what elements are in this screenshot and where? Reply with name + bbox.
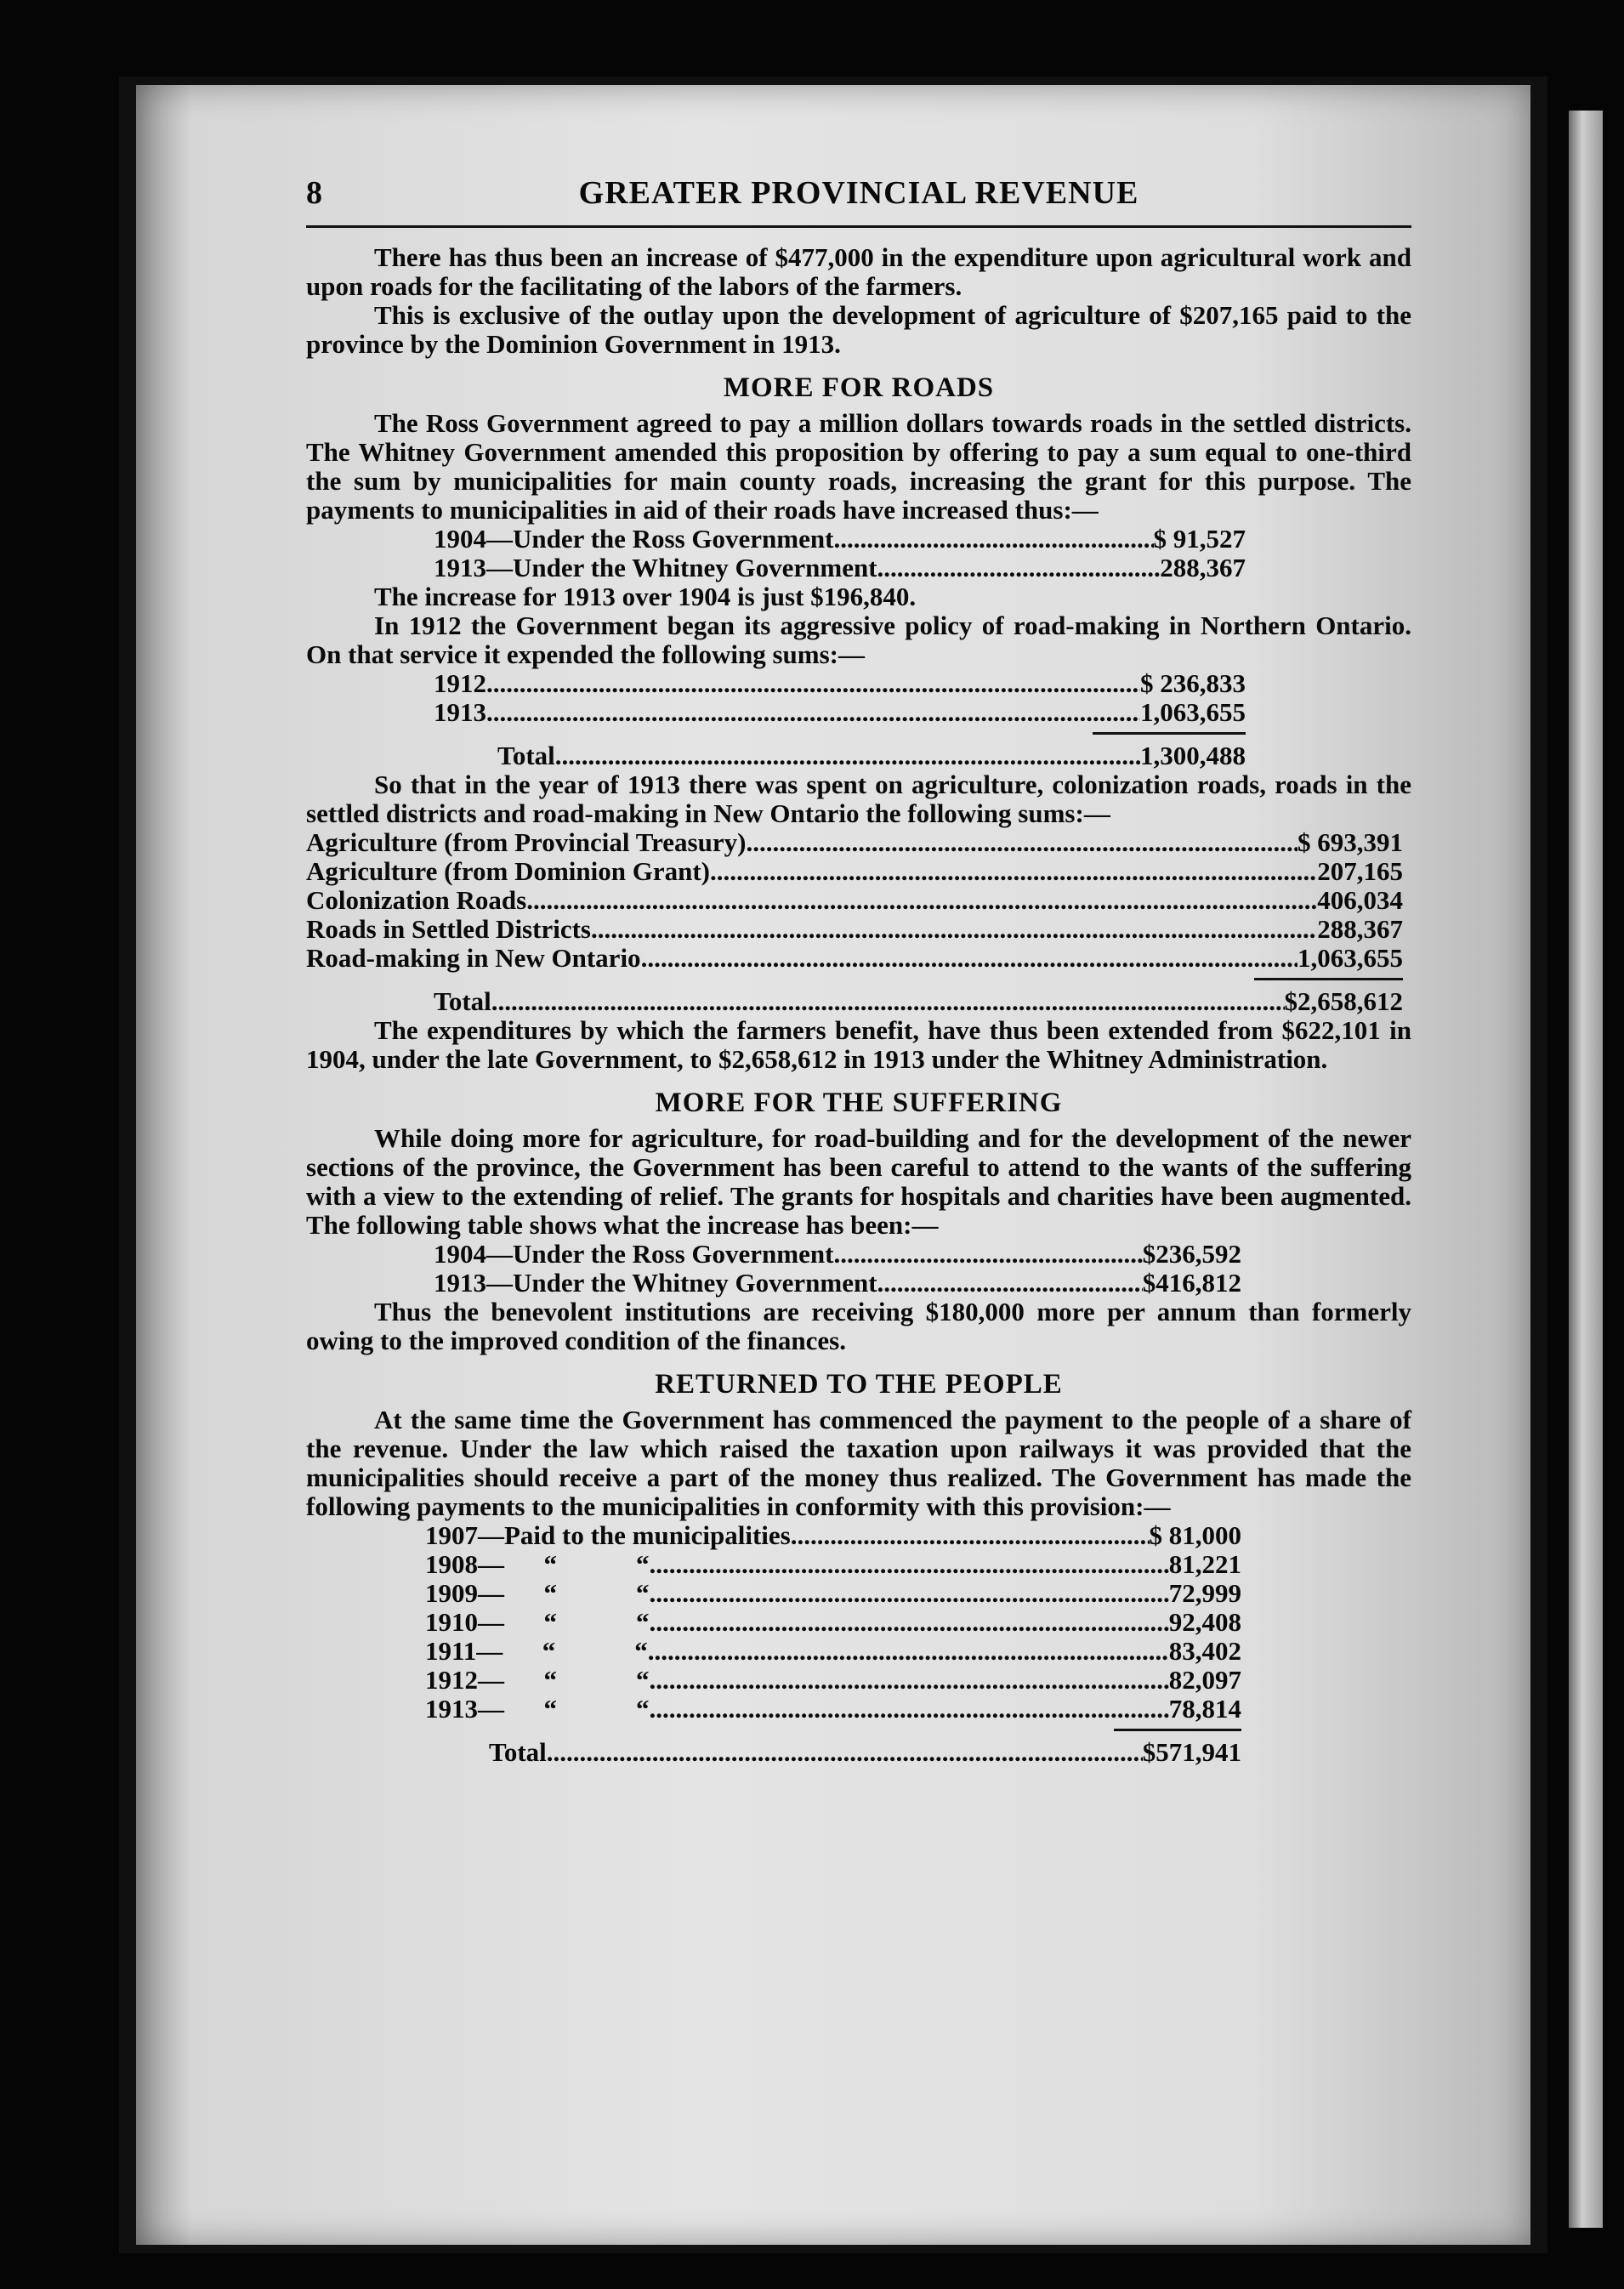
- table-row: [434, 525, 1246, 554]
- total-label: Total: [497, 741, 555, 770]
- suffering-table: [434, 1240, 1241, 1298]
- row-label: 1911— “ “: [425, 1637, 648, 1666]
- row-label: Agriculture (from Provincial Treasury): [306, 828, 747, 857]
- leader-dots: [650, 1608, 1169, 1637]
- sum-rule: [1093, 732, 1246, 735]
- row-label: 1910— “ “: [425, 1608, 650, 1637]
- leader-dots: [746, 828, 1297, 857]
- row-amount: 288,367: [1317, 915, 1403, 944]
- roads-paragraph-3: So that in the year of 1913 there was spent on agriculture, colonization roads, roads in the settled districts and road-making in New Ontario the following sums:—: [306, 770, 1411, 828]
- row-label: Colonization Roads: [306, 886, 527, 915]
- roads-paragraph-2: In 1912 the Government began its aggressive policy of road-making in Northern Ontario. On that service it expended the following sums:—: [306, 611, 1411, 669]
- row-label: 1913—Under the Whitney Government: [434, 554, 877, 582]
- table-row: [425, 1666, 1241, 1695]
- table-total-row: [434, 741, 1246, 770]
- leader-dots: [833, 1240, 1142, 1269]
- roads-paragraph-4: The expenditures by which the farmers benefit, have thus been extended from $622,101 in 1904, under the late Government, to $2,658,612 in 1913 under the Whitney Administration.: [306, 1015, 1411, 1074]
- section-heading-returned: RETURNED TO THE PEOPLE: [655, 1369, 1063, 1400]
- row-label: Roads in Settled Districts: [306, 915, 591, 944]
- leader-dots: [526, 886, 1317, 915]
- leader-dots: [833, 525, 1153, 554]
- table-total-row: [425, 1738, 1241, 1767]
- row-amount: 207,165: [1317, 857, 1403, 886]
- leader-dots: [547, 1738, 1143, 1767]
- table-row: [306, 886, 1403, 915]
- total-amount: $571,941: [1142, 1738, 1241, 1767]
- table-row: [434, 1240, 1241, 1269]
- leader-dots: [650, 1666, 1169, 1695]
- row-label: 1909— “ “: [425, 1579, 650, 1608]
- row-amount: $ 81,000: [1149, 1521, 1241, 1550]
- roads-table-1: [434, 525, 1246, 582]
- leader-dots: [650, 1550, 1169, 1579]
- table-row: [306, 828, 1403, 857]
- table-row: [306, 944, 1403, 973]
- table-row: [306, 915, 1403, 944]
- intro-paragraph-1: There has thus been an increase of $477,000 in the expenditure upon agricultural work and upon roads for the facilitating of the labors of the farmers.: [306, 242, 1411, 301]
- section-heading-roads: MORE FOR ROADS: [723, 372, 995, 403]
- leader-dots: [877, 554, 1161, 582]
- row-amount: 406,034: [1317, 886, 1403, 915]
- row-amount: $ 693,391: [1297, 828, 1403, 857]
- leader-dots: [650, 1579, 1169, 1608]
- row-amount: $236,592: [1142, 1240, 1241, 1269]
- leader-dots: [555, 741, 1140, 770]
- row-label: 1913— “ “: [425, 1695, 650, 1724]
- row-label: 1912: [434, 669, 486, 698]
- row-label: 1912— “ “: [425, 1666, 650, 1695]
- leader-dots: [650, 1695, 1169, 1724]
- row-label: 1907—Paid to the municipalities: [425, 1521, 791, 1550]
- table-row: [425, 1695, 1241, 1724]
- leader-dots: [791, 1521, 1150, 1550]
- page-content: [306, 174, 1411, 1767]
- row-amount: 81,221: [1168, 1550, 1241, 1579]
- table-row: [425, 1608, 1241, 1637]
- row-label: Road-making in New Ontario: [306, 944, 641, 973]
- row-label: 1913: [434, 698, 486, 727]
- table-row: [434, 1269, 1241, 1298]
- row-amount: 72,999: [1168, 1579, 1241, 1608]
- row-label: Agriculture (from Dominion Grant): [306, 857, 710, 886]
- next-page-edge: [1569, 111, 1603, 2228]
- row-amount: $416,812: [1142, 1269, 1241, 1298]
- returned-table: [425, 1521, 1241, 1767]
- row-amount: 288,367: [1160, 554, 1246, 582]
- row-amount: $ 91,527: [1153, 525, 1246, 554]
- row-label: 1908— “ “: [425, 1550, 650, 1579]
- intro-paragraph-2: This is exclusive of the outlay upon the development of agriculture of $207,165 paid to the province by the Dominion Government in 1913.: [306, 300, 1411, 359]
- table-row: [434, 698, 1246, 727]
- leader-dots: [486, 669, 1140, 698]
- table-row: [425, 1637, 1241, 1666]
- table-row: [434, 554, 1246, 582]
- leader-dots: [877, 1269, 1143, 1298]
- leader-dots: [648, 1637, 1169, 1666]
- section-heading-suffering: MORE FOR THE SUFFERING: [655, 1088, 1063, 1118]
- returned-paragraph-1: At the same time the Government has commenced the payment to the people of a share of the revenue. Under the law which raised the taxation upon railways it was provided that the municipalities should receive a part of the money thus realized. The Government has made the following payments to the municipalities in conformity with this provision:—: [306, 1405, 1411, 1521]
- roads-table-2: [434, 669, 1246, 770]
- increase-line: The increase for 1913 over 1904 is just $196,840.: [374, 582, 917, 611]
- suffering-paragraph-1: While doing more for agriculture, for road-building and for the development of the newer sections of the province, the Government has been careful to attend to the wants of the suffering with a view to the extending of relief. The grants for hospitals and charities have been augmented. The following table shows what the increase has been:—: [306, 1123, 1411, 1240]
- total-label: Total: [434, 987, 491, 1016]
- table-row: [434, 669, 1246, 698]
- roads-table-3: [306, 828, 1403, 1016]
- row-amount: $ 236,833: [1140, 669, 1246, 698]
- table-row: [425, 1550, 1241, 1579]
- row-label: 1904—Under the Ross Government: [434, 525, 834, 554]
- leader-dots: [641, 944, 1297, 973]
- table-row: [425, 1521, 1241, 1550]
- leader-dots: [710, 857, 1317, 886]
- total-label: Total: [489, 1738, 547, 1767]
- row-amount: 1,063,655: [1140, 698, 1246, 727]
- page-header: [306, 174, 1411, 228]
- table-row: [425, 1579, 1241, 1608]
- row-amount: 78,814: [1168, 1695, 1241, 1724]
- leader-dots: [491, 987, 1285, 1016]
- total-amount: 1,300,488: [1140, 741, 1246, 770]
- suffering-paragraph-2: Thus the benevolent institutions are receiving $180,000 more per annum than formerly owing to the improved condition of the finances.: [306, 1297, 1411, 1355]
- sum-rule: [1254, 978, 1403, 980]
- row-amount: 83,402: [1168, 1637, 1241, 1666]
- sum-rule: [1114, 1729, 1241, 1731]
- total-amount: $2,658,612: [1284, 987, 1403, 1016]
- table-row: [306, 857, 1403, 886]
- running-title: GREATER PROVINCIAL REVENUE: [578, 175, 1139, 211]
- page-number: 8: [306, 175, 322, 211]
- row-amount: 82,097: [1168, 1666, 1241, 1695]
- leader-dots: [486, 698, 1140, 727]
- leader-dots: [591, 915, 1317, 944]
- row-amount: 1,063,655: [1297, 944, 1403, 973]
- row-label: 1904—Under the Ross Government: [434, 1240, 834, 1269]
- row-amount: 92,408: [1168, 1608, 1241, 1637]
- table-total-row: [306, 987, 1403, 1016]
- roads-paragraph-1: The Ross Government agreed to pay a million dollars towards roads in the settled districts. The Whitney Government amended this proposition by offering to pay a sum equal to one-third the sum by municipalities for main county roads, increasing the grant for this purpose. The payments to municipalities in aid of their roads have increased thus:—: [306, 408, 1411, 525]
- row-label: 1913—Under the Whitney Government: [434, 1269, 877, 1298]
